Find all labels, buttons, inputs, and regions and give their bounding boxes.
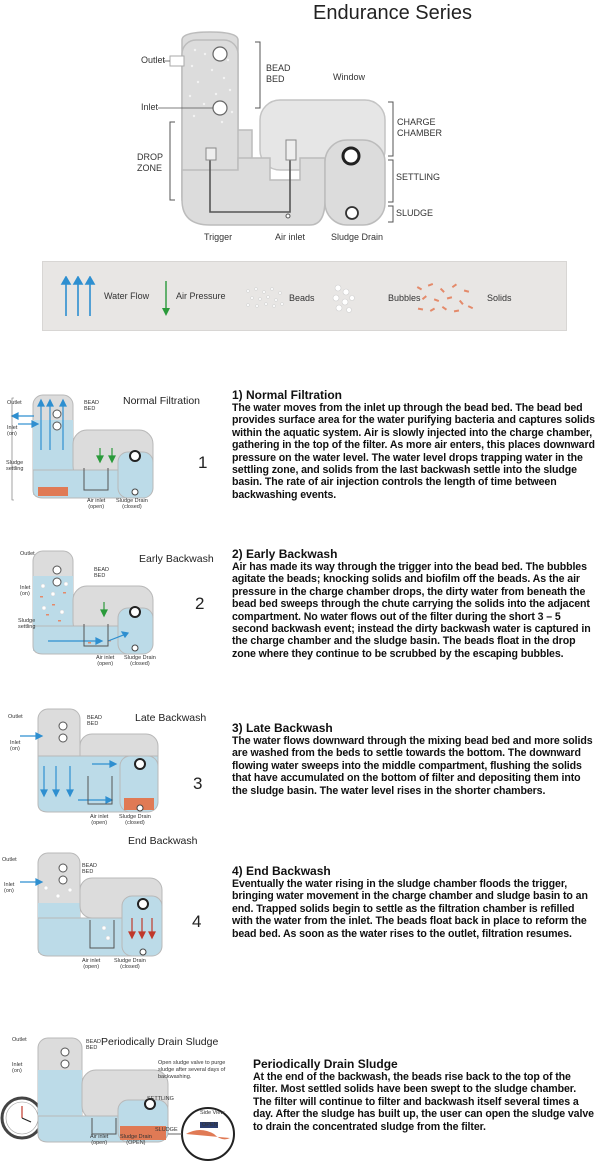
label-drop-zone: DROP ZONE: [137, 152, 164, 173]
s1-label-sludge-settling: Sludge settling: [6, 460, 24, 472]
label-charge-chamber: CHARGE CHAMBER: [397, 117, 443, 138]
stage-3-heading: 3) Late Backwash: [232, 721, 333, 735]
legend-water-flow: Water Flow: [104, 291, 150, 301]
s4-label-outlet: Outlet: [2, 857, 17, 863]
s3-label-outlet: Outlet: [8, 714, 23, 720]
stage-1-heading: 1) Normal Filtration: [232, 388, 343, 402]
legend-solids: Solids: [487, 293, 512, 303]
label-inlet: Inlet: [141, 102, 159, 112]
stage-4-title: End Backwash: [128, 835, 198, 847]
stage-1-body: The water moves from the inlet up through the bead bed. The bead bed provides surface area for the water purifying bacteria and captures solids within the aquatic system. Air is slowly injected into the charge chamber, gathering in the top of the filter. As more air enters, this places downward pressure on the water level. The water level drops trapping water in the settling zone, and solids from the last backwash settle into the sludge basin. The rate of air injection controls the length of time between backwashing events.: [232, 402, 595, 501]
s1-label-inlet: Inlet (on): [7, 425, 18, 437]
s2-label-outlet: Outlet: [20, 551, 35, 557]
s4-label-sludge-drain: Sludge Drain (closed): [114, 958, 146, 970]
stage-4-heading: 4) End Backwash: [232, 864, 331, 878]
s3-label-inlet: Inlet (on): [10, 740, 21, 752]
s4-label-bead-bed: BEAD BED: [82, 863, 97, 875]
s1-label-bead-bed: BEAD BED: [84, 400, 99, 412]
label-sludge-drain: Sludge Drain: [331, 232, 384, 242]
stage-2-body: Air has made its way through the trigger into the bead bed. The bubbles agitate the beads; knocking solids and biofilm off the beads. As the air pressure in the charge chamber drops, the dirty water from beneath the bead bed sweeps through the chute carrying the solids into the adjacent compartment. No water flows out of the filter during the short 3 – 5 second backwash event; instead the dirty backwash water is captured in the charge chamber and the sludge basin. The beads float in the drop zone where they continue to be scrubbed by the escaping bubbles.: [232, 561, 591, 660]
s3-label-bead-bed: BEAD BED: [87, 715, 102, 727]
label-bead-bed: BEAD BED: [266, 63, 291, 84]
label-air-inlet: Air inlet: [275, 232, 306, 242]
s1-label-sludge-drain: Sludge Drain (closed): [116, 498, 148, 510]
s5-label-settling: SETTLING: [147, 1096, 174, 1102]
label-outlet: Outlet: [141, 55, 166, 65]
s1-label-outlet: Outlet: [7, 400, 22, 406]
s2-label-sludge-drain: Sludge Drain (closed): [124, 655, 156, 667]
s4-label-inlet: Inlet (on): [4, 882, 15, 894]
stage-drain-text: [253, 1058, 595, 1133]
air-pressure-icon: [160, 280, 172, 318]
label-window: Window: [333, 72, 366, 82]
stage-3-title: Late Backwash: [135, 712, 207, 724]
s4-label-air-inlet: Air inlet (open): [82, 958, 101, 970]
s5-label-inlet: Inlet (on): [12, 1062, 23, 1074]
s2-label-air-inlet: Air inlet (open): [96, 655, 115, 667]
stage-2-heading: 2) Early Backwash: [232, 547, 338, 561]
solids-icon: [414, 281, 476, 315]
stage-1-title: Normal Filtration: [123, 395, 201, 407]
stage-2-number: 2: [195, 594, 205, 613]
stage-2-text: [232, 548, 595, 660]
stage-4-number: 4: [192, 912, 202, 931]
water-flow-icon: [60, 276, 100, 318]
s2-label-bead-bed: BEAD BED: [94, 567, 109, 579]
stage-drain-body: At the end of the backwash, the beads rise back to the top of the filter. Most settled solids have been swept to the sludge chamber. The filter will continue to filter and backwash itself several times a day. After the sludge has built up, the user can open the sludge valve to drain the concentrated sludge from the filter.: [253, 1071, 594, 1133]
stage-3-number: 3: [193, 774, 203, 793]
page-title: Endurance Series: [313, 2, 472, 24]
label-settling: SETTLING: [396, 172, 441, 182]
stage-4-body: Eventually the water rising in the sludge chamber floods the trigger, bringing water movement in the charge chamber and sludge basin to an end. Trapped solids begin to settle as the filtration chamber is refilled with the water from the inlet. The beads float back in place to reform the bead bed. As soon as the water rises to the outlet, filtration resumes.: [232, 878, 588, 940]
s5-label-side-view: Side View: [200, 1110, 225, 1116]
s2-label-inlet: Inlet (on): [20, 585, 31, 597]
stage-2-title: Early Backwash: [139, 553, 214, 565]
s5-label-sludge-drain: Sludge Drain (OPEN): [120, 1134, 152, 1146]
label-sludge: SLUDGE: [396, 208, 434, 218]
s5-label-outlet: Outlet: [12, 1037, 27, 1043]
legend-bubbles: Bubbles: [388, 293, 421, 303]
stage-1-text: [232, 389, 595, 501]
bubbles-icon: [330, 283, 356, 315]
stage-drain-heading: Periodically Drain Sludge: [253, 1057, 398, 1071]
s1-label-air-inlet: Air inlet (open): [87, 498, 106, 510]
s5-label-bead-bed: BEAD BED: [86, 1039, 101, 1051]
stage-drain-title: Periodically Drain Sludge: [101, 1036, 219, 1048]
s2-label-sludge-settling: Sludge settling: [18, 618, 36, 630]
stage-drain-diagram: [0, 1030, 235, 1161]
stage-4-text: [232, 865, 595, 940]
legend-air-pressure: Air Pressure: [176, 291, 226, 301]
stage-1-number: 1: [198, 453, 208, 472]
legend-beads: Beads: [289, 293, 315, 303]
s5-label-note: Open sludge valve to purge sludge after several days of backwashing.: [158, 1060, 226, 1080]
s5-label-open: OPEN: [202, 1122, 218, 1128]
stage-3-text: [232, 722, 595, 797]
s3-label-sludge-drain: Sludge Drain (closed): [119, 814, 151, 826]
beads-icon: [244, 285, 286, 309]
s3-label-air-inlet: Air inlet (open): [90, 814, 109, 826]
stage-3-body: The water flows downward through the mixing bead bed and more solids are washed from the beds to settle towards the bottom. The downward flowing water sweeps into the middle compartment, flushing the solids that have accumulated on the bottom of filter and depositing them into the sludge basin. The water level rises in the shorter chambers.: [232, 735, 593, 797]
s5-label-air-inlet: Air inlet (open): [90, 1134, 109, 1146]
label-trigger: Trigger: [204, 232, 233, 242]
s5-label-sludge: SLUDGE: [155, 1127, 178, 1133]
